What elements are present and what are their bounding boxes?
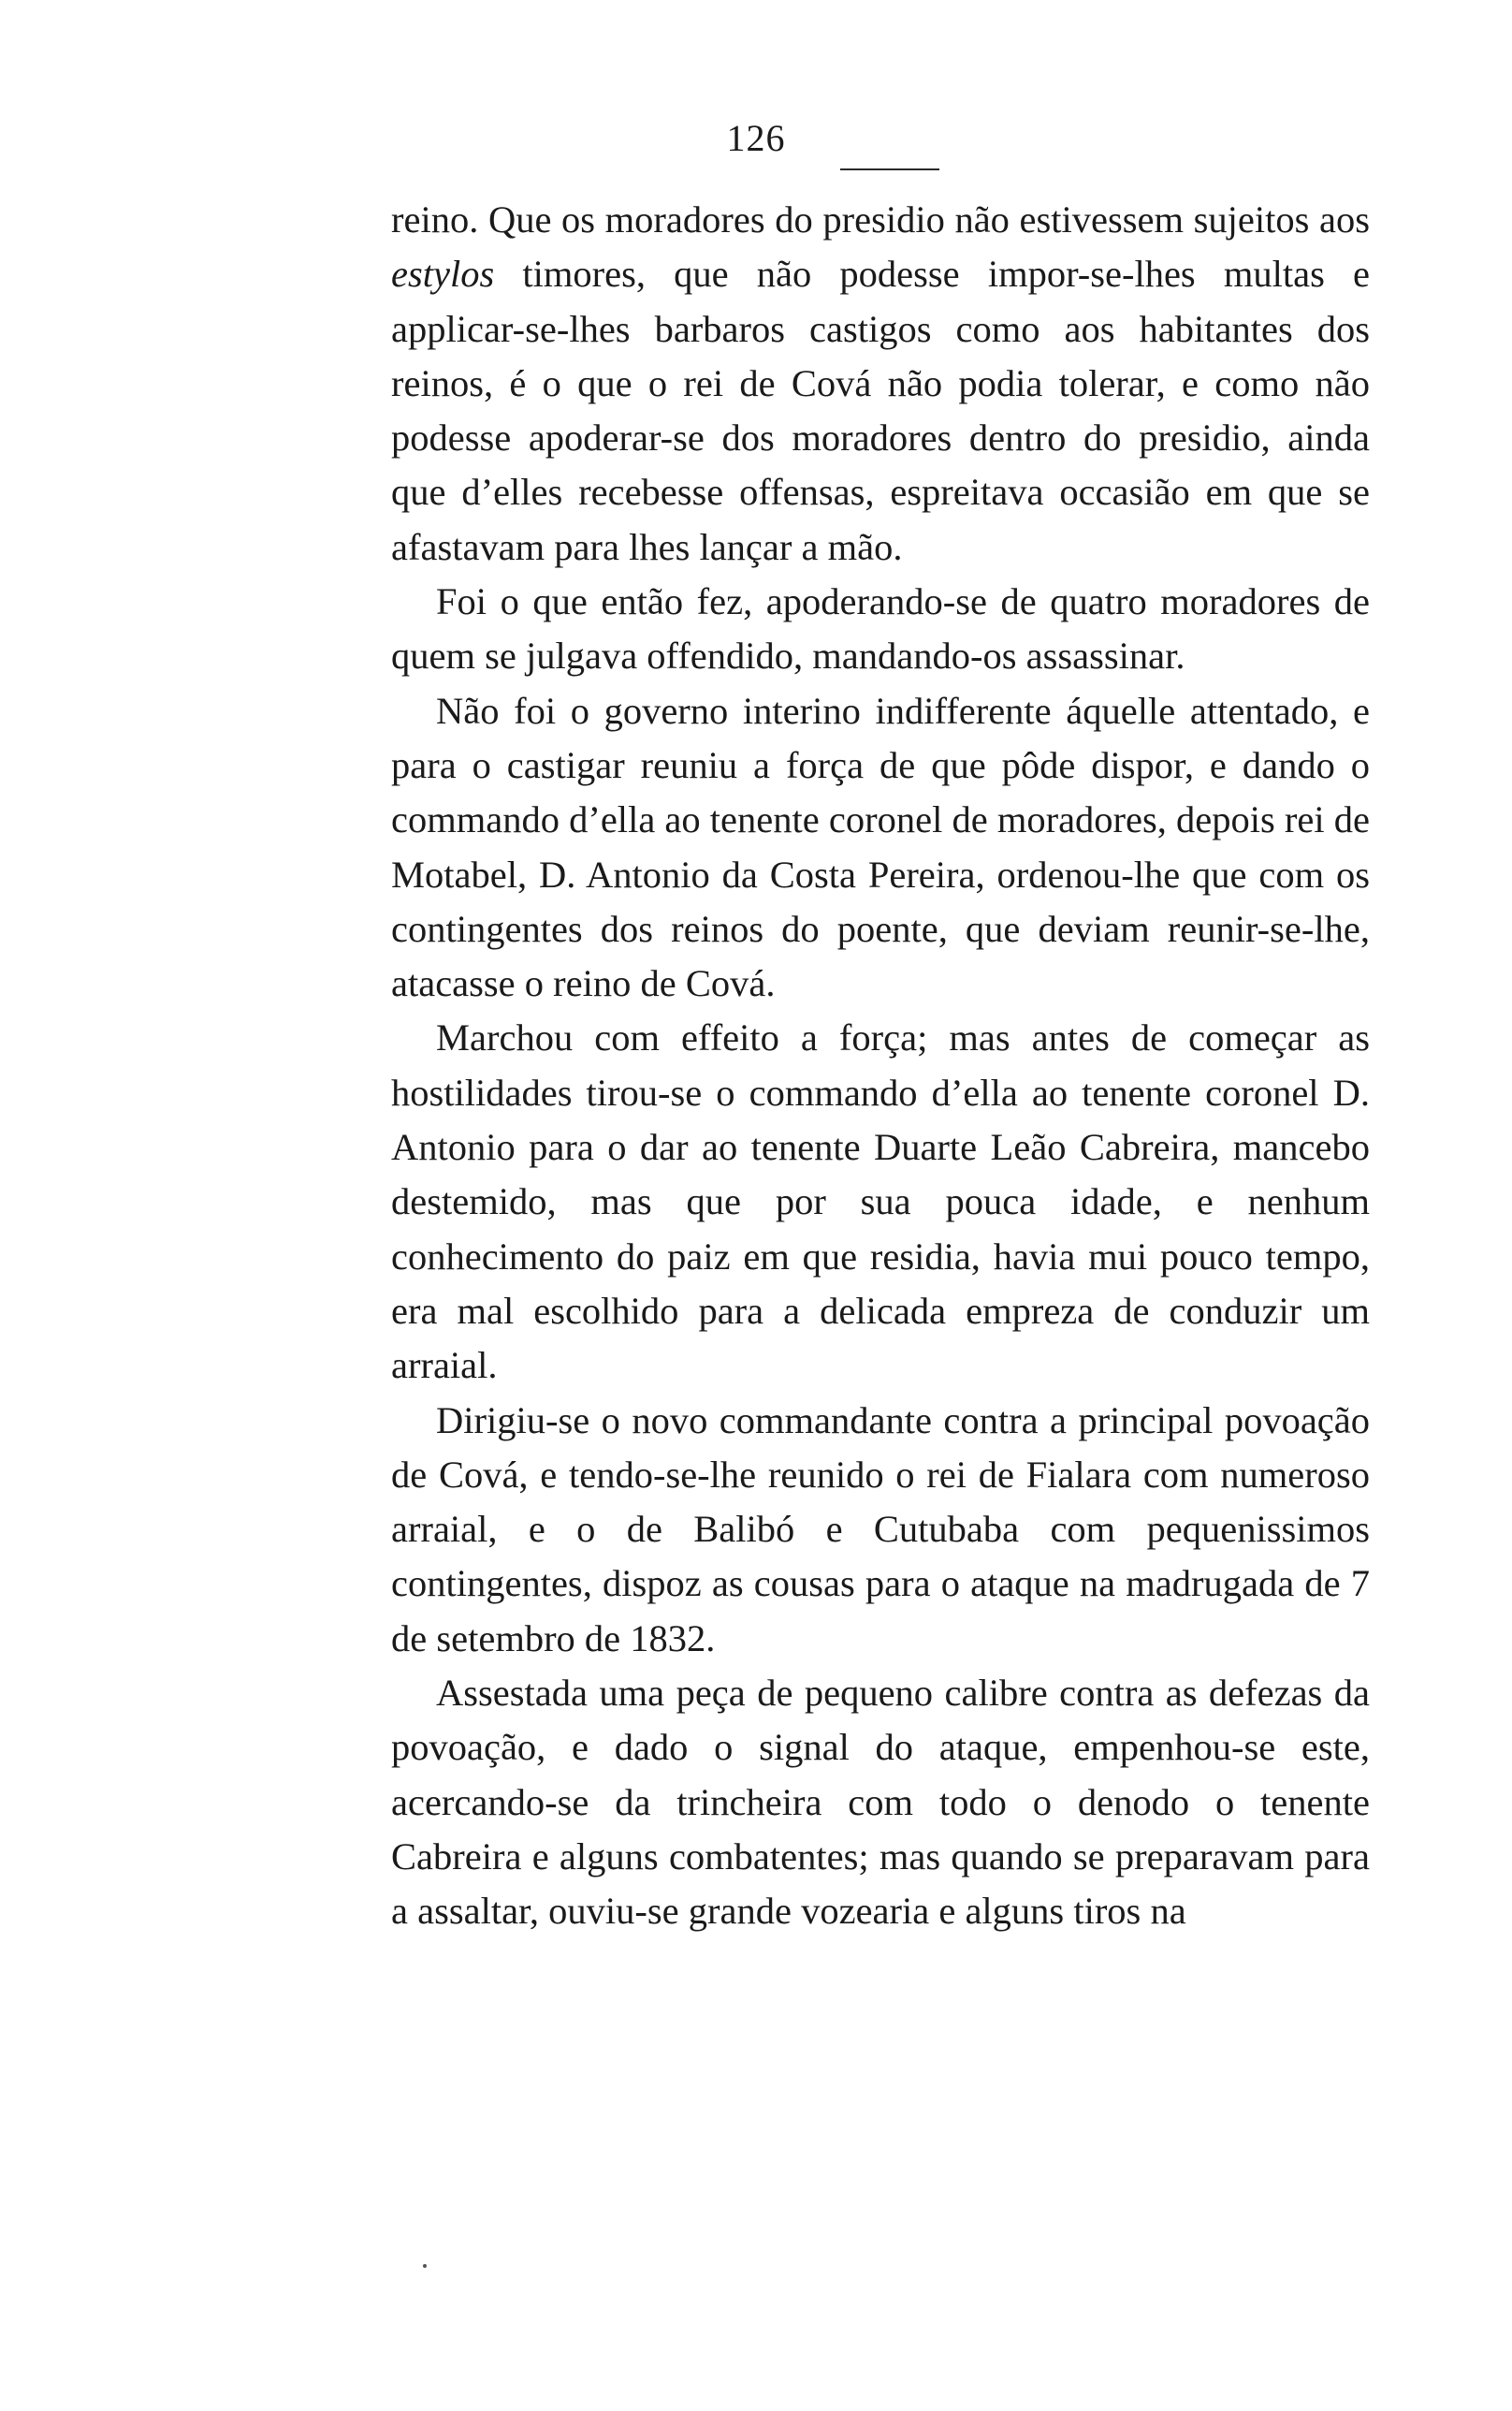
body-text bbox=[391, 193, 1370, 1939]
paragraph-1-text-start: reino. Que os moradores do presidio não estivessem sujeitos aos bbox=[391, 198, 1370, 241]
paragraph-2: Foi o que então fez, apoderando-se de quatro moradores de quem se julgava offendido, mandando-os assassinar. bbox=[391, 580, 1370, 678]
paragraph-5: Dirigiu-se o novo commandante contra a principal povoação de Cová, e tendo-se-lhe reunido o rei de Fialara com numeroso arraial, e o de Balibó e Cutubaba com pequenissimos contingentes, dispoz as cousas para o ataque na madrugada de 7 de setembro de 1832. bbox=[391, 1398, 1370, 1659]
paragraph-6: Assestada uma peça de pequeno calibre contra as defezas da povoação, e dado o signal do ataque, empenhou-se este, acercando-se da trincheira com todo o denodo o tenente Cabreira e alguns combatentes; mas quando se preparavam para a assaltar, ouviu-se grande vozearia e alguns tiros na bbox=[391, 1672, 1370, 1933]
paragraph-1 bbox=[391, 193, 1370, 575]
paragraph-4: Marchou com effeito a força; mas antes de começar as hostilidades tirou-se o commando d’ella ao tenente coronel D. Antonio para o dar ao tenente Duarte Leão Cabreira, mancebo destemido, mas que por sua pouca idade, e nenhum conhecimento do paiz em que residia, havia mui pouco tempo, era mal escolhido para a delicada empreza de conduzir um arraial. bbox=[391, 1016, 1370, 1387]
page-number-rule bbox=[840, 168, 939, 170]
paragraph-1-text-end: timores, que não podesse impor-se-lhes multas e applicar-se-lhes barbaros castigos como aos habitantes dos reinos, é o que o rei de Cová não podia tolerar, e como não podesse apoderar-se dos moradores dentro do presidio, ainda que d’elles recebesse offensas, espreitava occasião em que se afastavam para lhes lançar a mão. bbox=[391, 253, 1370, 568]
page-number: 126 bbox=[726, 117, 786, 159]
paper-speck bbox=[423, 2264, 427, 2268]
paragraph-1-italic-word: estylos bbox=[391, 253, 495, 296]
paragraph-3: Não foi o governo interino indifferente áquelle attentado, e para o castigar reuniu a força de que pôde dispor, e dando o commando d’ella ao tenente coronel de moradores, depois rei de Motabel, D. Antonio da Costa Pereira, ordenou-lhe que com os contingentes dos reinos do poente, que deviam reunir-se-lhe, atacasse o reino de Cová. bbox=[391, 689, 1370, 1005]
